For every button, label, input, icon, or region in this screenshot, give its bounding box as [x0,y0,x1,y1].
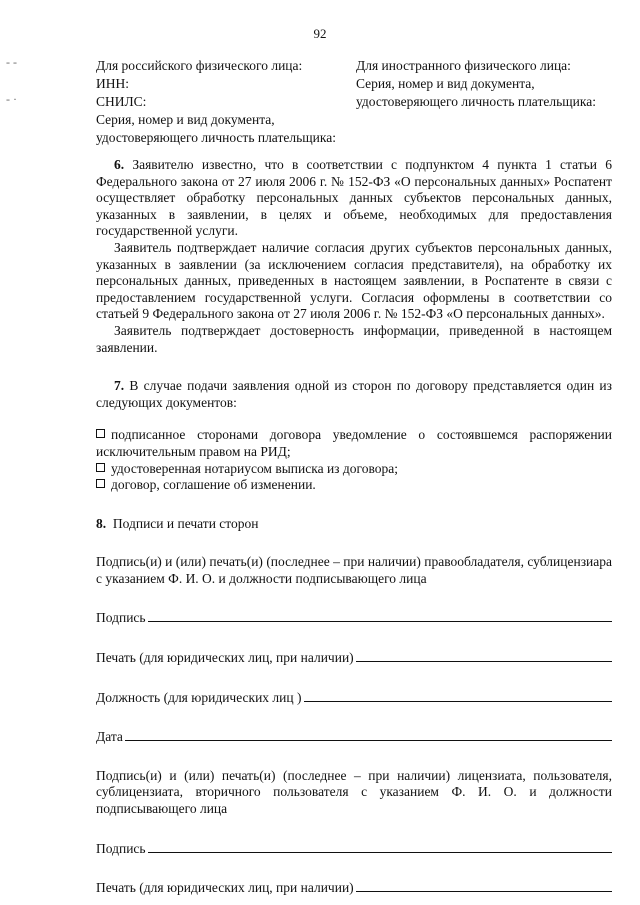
field-label: Дата [96,729,123,745]
checkbox[interactable] [96,463,105,472]
russian-person-column [96,57,356,147]
spacer [96,627,612,649]
spacer [96,746,612,768]
holder-seal-line[interactable] [96,649,612,667]
column-line: удостоверяющего личность плательщика: [356,94,596,109]
section-7-intro [96,378,612,411]
field-label: Подпись [96,840,146,856]
signature-field[interactable] [148,609,612,622]
option-label: подписанное сторонами договора уведомление о состоявшемся распоряжении исключительным правом на РИД; [96,427,612,459]
option-line [96,461,612,478]
column-line: Для иностранного физического лица: [356,58,571,73]
foreign-person-column [356,57,616,111]
spacer [96,818,612,840]
checkbox[interactable] [96,429,105,438]
column-line: удостоверяющего личность плательщика: [96,130,336,145]
licensee-signature-line[interactable] [96,840,612,858]
spacer [96,857,612,879]
margin-mark: - · [6,92,17,106]
section-6-paragraph-1 [96,157,612,240]
column-line: СНИЛС: [96,94,147,109]
column-line: Для российского физического лица: [96,58,303,73]
margin-marks [6,55,17,107]
section-6-paragraph-3: Заявитель подтверждает достоверность информации, приведенной в настоящем заявлении. [96,322,612,355]
field-label: Должность (для юридических лиц ) [96,689,302,705]
licensee-seal-line[interactable] [96,879,612,897]
spacer [96,356,612,378]
section-6-paragraph-2: Заявитель подтверждает наличие согласия других субъектов персональных данных, указанных в заявлении (за исключением согласия представителя), на обработку их персональных данных, приведенных в настоящем заявлении, в Роспатенте в связи с предоставлением государственной услуги. Согласия оформлены в соответствии со статьей 9 Федерального закона от 27 июля 2006 г. № 152-ФЗ «О персональных данных». [96,239,612,322]
spacer [96,411,612,427]
option-label: удостоверенная нотариусом выписка из договора; [111,460,398,476]
field-label: Печать (для юридических лиц, при наличии) [96,650,354,666]
spacer [96,532,612,554]
holder-intro: Подпись(и) и (или) печать(и) (последнее – при наличии) правообладателя, сублицензиара с указанием Ф. И. О. и должности подписывающего лица [96,554,612,586]
spacer [96,667,612,689]
column-line: ИНН: [96,76,129,91]
seal-field[interactable] [356,879,612,892]
section-title: Подписи и печати сторон [112,515,259,531]
section-number: 6. [114,157,125,172]
holder-position-line[interactable] [96,689,612,707]
spacer [96,706,612,728]
column-line: Серия, номер и вид документа, [356,76,535,91]
spacer [96,587,612,609]
position-field[interactable] [304,689,613,702]
section-8-title [96,516,612,533]
margin-mark: - - [6,55,17,69]
holder-date-line[interactable] [96,728,612,746]
checkbox[interactable] [96,479,105,488]
field-label: Печать (для юридических лиц, при наличии) [96,880,354,896]
paragraph-text: Заявителю известно, что в соответствии с подпунктом 4 пункта 1 статьи 6 Федерального закона от 27 июля 2006 г. № 152-ФЗ «О персональных данных» Роспатент осуществляет обработку персональных данных субъектов персональных данных, указанных в заявлении, в целях и объеме, необходимых для предоставления государственной услуги. [96,157,613,239]
date-field[interactable] [125,728,612,741]
licensee-intro: Подпись(и) и (или) печать(и) (последнее – при наличии) лицензиата, пользователя, сублицензиата, вторичного пользователя с указанием Ф. И. О. и должности подписывающего лица [96,767,612,817]
section-number: 8. [96,515,107,531]
option-line [96,477,612,494]
seal-field[interactable] [356,649,612,662]
section-number: 7. [114,378,125,394]
signature-field[interactable] [148,840,612,853]
holder-signature-line[interactable] [96,609,612,627]
option-label: договор, соглашение об изменении. [111,477,316,493]
field-label: Подпись [96,610,146,626]
document-body [96,157,612,897]
option-line [96,427,612,460]
column-line: Серия, номер и вид документа, [96,112,275,127]
paragraph-text: В случае подачи заявления одной из сторон по договору представляется один из следующих документов: [96,378,612,410]
spacer [96,494,612,516]
page-number: 92 [313,26,327,41]
